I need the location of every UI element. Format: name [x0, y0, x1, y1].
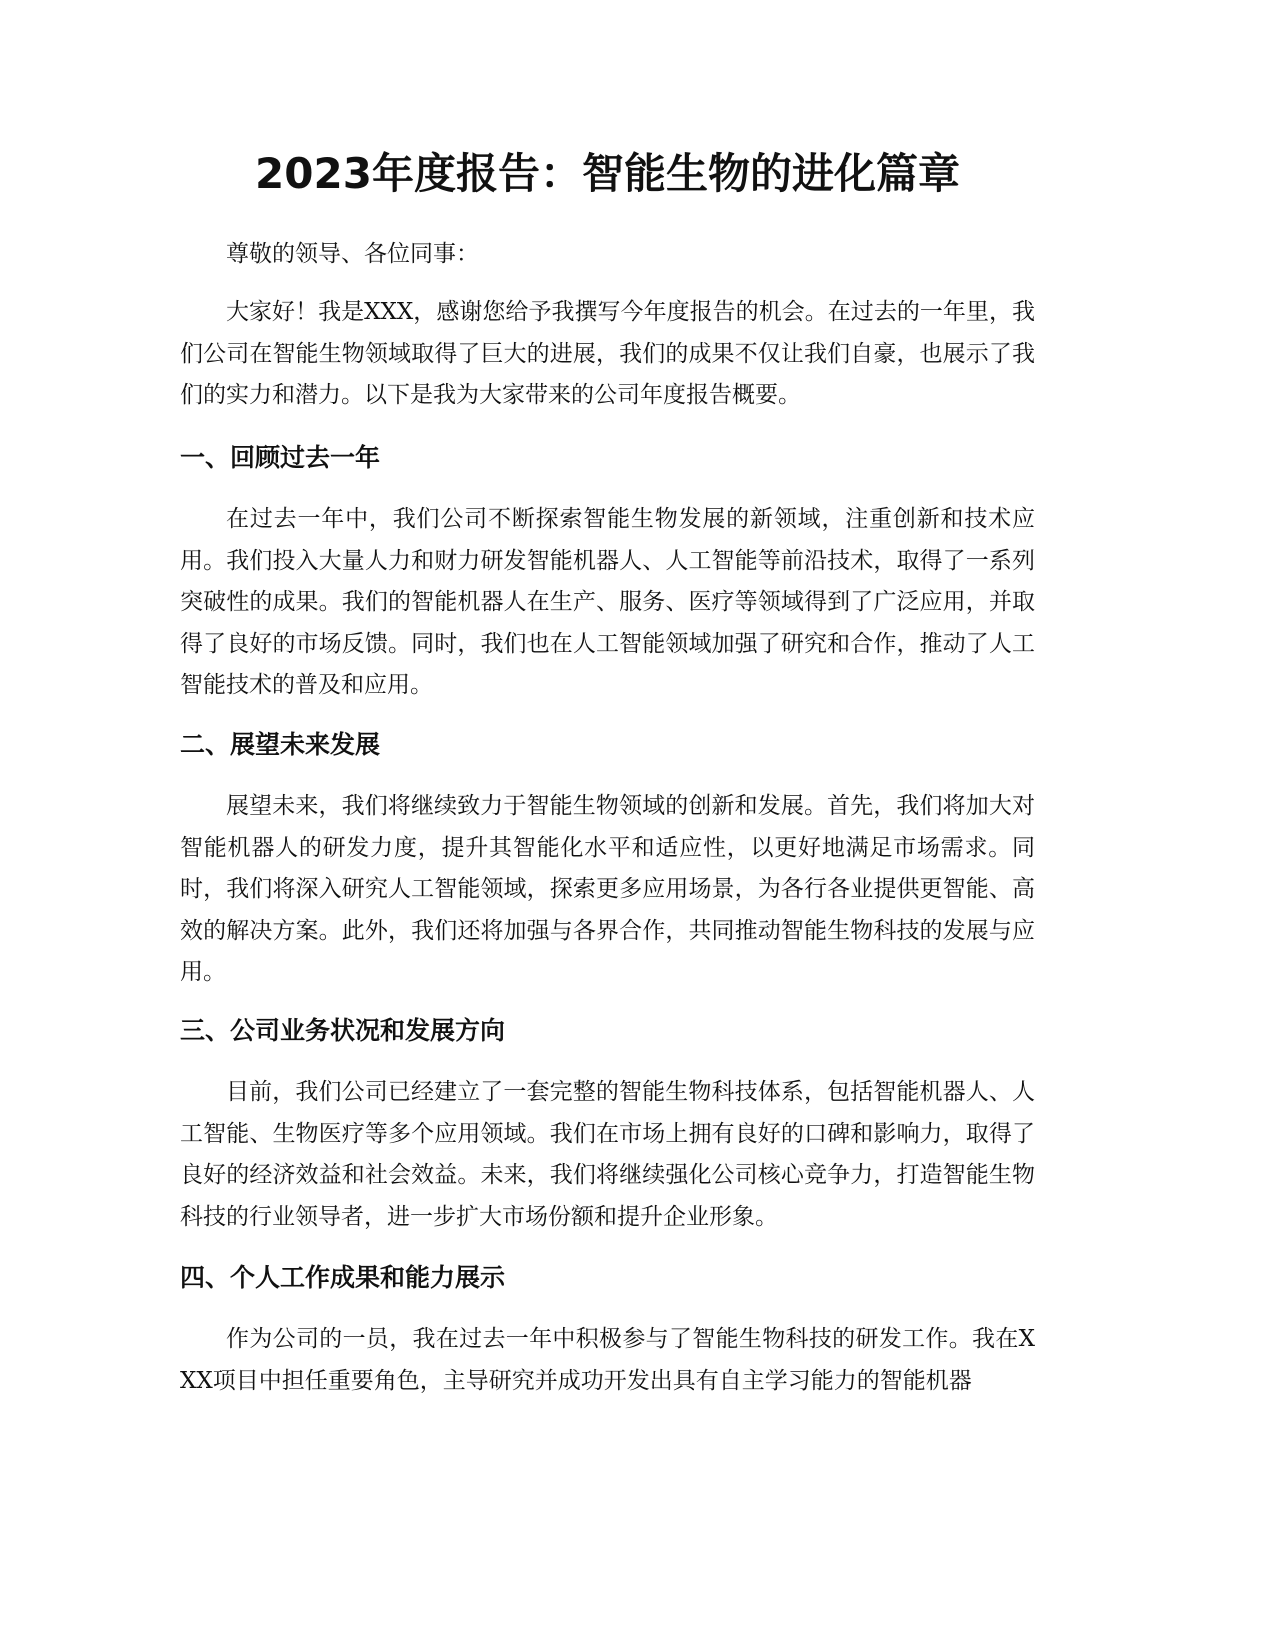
section-body-personal: 作为公司的一员，我在过去一年中积极参与了智能生物科技的研发工作。我在XXX项目中担任重要角色，主导研究并成功开发出具有自主学习能力的智能机器: [180, 1326, 1035, 1394]
document-title: 2023年度报告：智能生物的进化篇章: [255, 149, 960, 198]
salutation: 尊敬的领导、各位同事：: [226, 241, 479, 267]
section-heading-business: 三、公司业务状况和发展方向: [180, 1016, 506, 1045]
intro-paragraph: 大家好！我是XXX，感谢您给予我撰写今年度报告的机会。在过去的一年里，我们公司在智能生物领域取得了巨大的进展，我们的成果不仅让我们自豪，也展示了我们的实力和潜力。以下是我为大家带来的公司年度报告概要。: [180, 299, 1035, 408]
section-body-outlook: 展望未来，我们将继续致力于智能生物领域的创新和发展。首先，我们将加大对智能机器人的研发力度，提升其智能化水平和适应性，以更好地满足市场需求。同时，我们将深入研究人工智能领域，探索更多应用场景，为各行各业提供更智能、高效的解决方案。此外，我们还将加强与各界合作，共同推动智能生物科技的发展与应用。: [180, 793, 1035, 985]
section-heading-personal: 四、个人工作成果和能力展示: [180, 1263, 506, 1292]
section-body-review: 在过去一年中，我们公司不断探索智能生物发展的新领域，注重创新和技术应用。我们投入大量人力和财力研发智能机器人、人工智能等前沿技术，取得了一系列突破性的成果。我们的智能机器人在生产、服务、医疗等领域得到了广泛应用，并取得了良好的市场反馈。同时，我们也在人工智能领域加强了研究和合作，推动了人工智能技术的普及和应用。: [180, 506, 1035, 698]
section-heading-outlook: 二、展望未来发展: [180, 730, 381, 759]
section-heading-review: 一、回顾过去一年: [180, 443, 381, 472]
section-body-business: 目前，我们公司已经建立了一套完整的智能生物科技体系，包括智能机器人、人工智能、生物医疗等多个应用领域。我们在市场上拥有良好的口碑和影响力，取得了良好的经济效益和社会效益。未来，我们将继续强化公司核心竞争力，打造智能生物科技的行业领导者，进一步扩大市场份额和提升企业形象。: [180, 1079, 1035, 1230]
